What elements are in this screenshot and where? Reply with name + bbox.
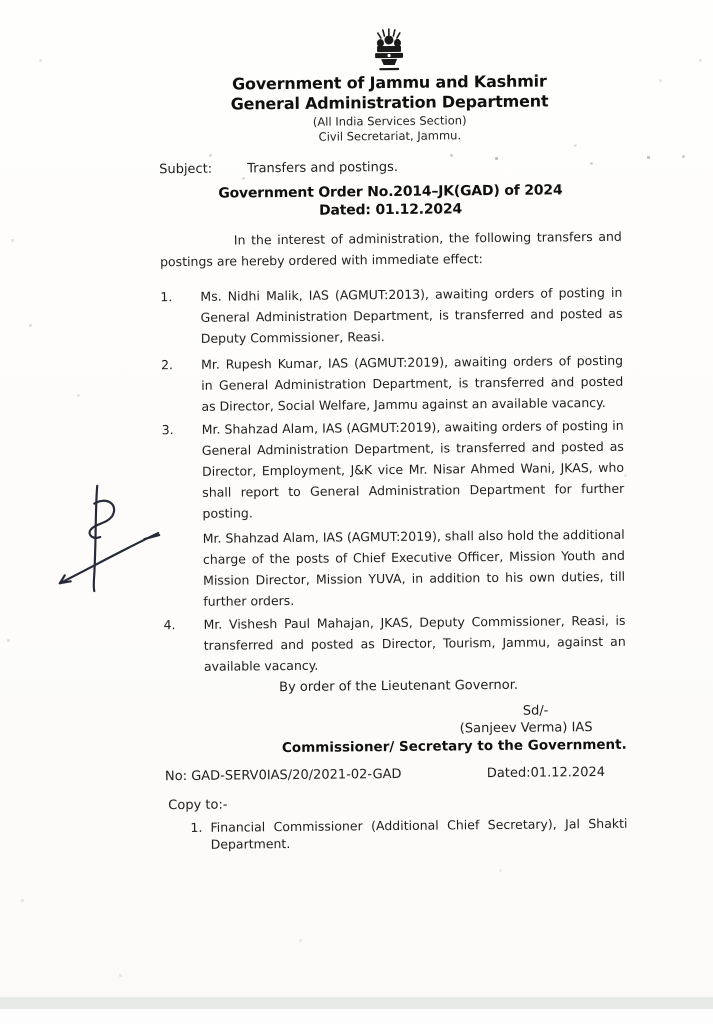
subject-text: Transfers and postings. — [247, 159, 399, 177]
order-number: Government Order No.2014–JK(GAD) of 2024 — [218, 182, 563, 202]
order-date: Dated: 01.12.2024 — [319, 201, 463, 219]
reference-row — [165, 764, 627, 786]
signatory-designation: Commissioner/ Secretary to the Government. — [281, 736, 627, 757]
scan-noise — [0, 0, 1, 1]
transfer-item — [163, 610, 626, 677]
handwritten-signature — [52, 478, 170, 598]
transfer-item — [160, 282, 623, 349]
subject-label: Subject: — [159, 161, 213, 178]
reference-number: No: GAD-SERV0IAS/20/2021-02-GAD — [164, 766, 402, 785]
item-text: Ms. Nidhi Malik, IAS (AGMUT:2013), awaiting orders of posting in General Administration Department, is transferred and posted as Deputy Commissioner, Reasi. — [200, 284, 623, 346]
copy-to-item — [165, 815, 627, 853]
copy-to-label: Copy to:- — [168, 797, 228, 814]
copy-item-text: Financial Commissioner (Additional Chief Secretary), Jal Shakti Department. — [210, 815, 628, 852]
header-secretariat-line: Civil Secretariat, Jammu. — [318, 128, 462, 144]
item-text: Mr. Shahzad Alam, IAS (AGMUT:2019), awaiting orders of posting in General Administration Department, is transferred and posted as Director, Employment, J&K vice Mr. Nisar Ahmed Wani, JKAS, who shall report to General Administration Department for further posting. — [201, 417, 625, 521]
scan-edge-below — [0, 1009, 713, 1024]
item-number: 4. — [163, 617, 176, 633]
item-text: Mr. Rupesh Kumar, IAS (AGMUT:2019), awaiting orders of posting in General Administration Department, is transferred and posted as Director, Social Welfare, Jammu against an available vacancy. — [200, 352, 624, 414]
header-section-line: (All India Services Section) — [312, 113, 467, 129]
scan-edge-band — [0, 997, 713, 1009]
header-department-line: General Administration Department — [230, 91, 549, 114]
subject-row — [159, 157, 621, 179]
item-number: 3. — [161, 422, 174, 438]
intro-paragraph: In the interest of administration, the following transfers and postings are hereby ordered with immediate effect: — [159, 228, 622, 270]
copy-item-number: 1. — [190, 819, 203, 835]
item-number: 1. — [160, 289, 173, 305]
national-emblem-icon — [371, 26, 407, 76]
item-text: Mr. Vishesh Paul Mahajan, JKAS, Deputy Commissioner, Reasi, is transferred and posted as Director, Tourism, Jammu, against an available vacancy. — [203, 612, 626, 674]
additional-charge-paragraph: Mr. Shahzad Alam, IAS (AGMUT:2019), shall also hold the additional charge of the posts of Chief Executive Officer, Mission Youth and Mission Director, Mission YUVA, in addition to his own duties, till further orders. — [202, 526, 626, 609]
by-order-line: By order of the Lieutenant Governor. — [279, 677, 519, 696]
sd-line: Sd/- — [522, 703, 549, 719]
document-content — [158, 0, 628, 853]
item-number: 2. — [160, 357, 174, 373]
signatory-name: (Sanjeev Verma) IAS — [459, 720, 593, 737]
transfer-item — [162, 415, 625, 524]
transfer-item — [161, 350, 624, 417]
header-government-line: Government of Jammu and Kashmir — [231, 71, 547, 94]
reference-date: Dated:01.12.2024 — [486, 764, 606, 782]
